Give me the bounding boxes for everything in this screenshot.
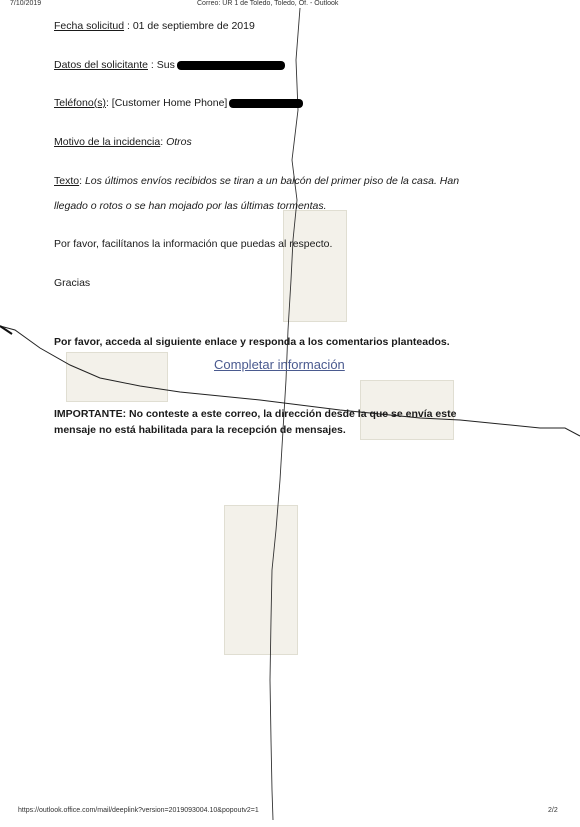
- motivo-value: Otros: [166, 136, 192, 148]
- datos-value: Sus: [156, 59, 175, 71]
- important-line-1: IMPORTANTE: No conteste a este correo, la dirección desde la que se envía este: [54, 408, 457, 420]
- fecha-value: 01 de septiembre de 2019: [132, 20, 255, 32]
- datos-label: Datos del solicitante: [54, 59, 148, 71]
- redaction-bar: [229, 99, 303, 108]
- completar-informacion-link[interactable]: Completar información: [214, 357, 345, 372]
- print-url: https://outlook.office.com/mail/deeplink?version=2019093004.10&popoutv2=1: [18, 807, 259, 814]
- datos-sep: :: [147, 59, 157, 71]
- texto-line-2: llegado o rotos o se han mojado por las últimas tormentas.: [54, 200, 327, 212]
- fecha-sep: :: [124, 20, 133, 32]
- page-number: 2/2: [548, 807, 558, 814]
- thanks-text: Gracias: [54, 277, 91, 289]
- print-title: Correo: UR 1 de Toledo, Toledo, Of. - Outlook: [197, 0, 339, 7]
- motivo-sep: :: [160, 136, 167, 148]
- redaction-bar: [177, 61, 285, 70]
- texto-sep: :: [79, 175, 85, 187]
- fecha-row: [54, 20, 255, 32]
- datos-row: [54, 59, 285, 71]
- telefono-sep: :: [105, 97, 112, 109]
- request-text: Por favor, facilítanos la información que puedas al respecto.: [54, 238, 333, 250]
- motivo-label: Motivo de la incidencia: [54, 136, 161, 148]
- texto-line-1: Los últimos envíos recibidos se tiran a un balcón del primer piso de la casa. Han: [84, 175, 460, 187]
- motivo-row: [54, 136, 192, 148]
- texto-label: Texto: [54, 175, 80, 187]
- print-date: 7/10/2019: [10, 0, 42, 7]
- texto-row: [54, 175, 459, 187]
- telefono-label: Teléfono(s): [54, 97, 106, 109]
- telefono-value: [Customer Home Phone]: [111, 97, 228, 109]
- telefono-row: [54, 97, 303, 109]
- important-line-2: mensaje no está habilitada para la recepción de mensajes.: [54, 424, 346, 436]
- fecha-label: Fecha solicitud: [54, 20, 125, 32]
- cta-text: Por favor, acceda al siguiente enlace y responda a los comentarios planteados.: [54, 336, 450, 348]
